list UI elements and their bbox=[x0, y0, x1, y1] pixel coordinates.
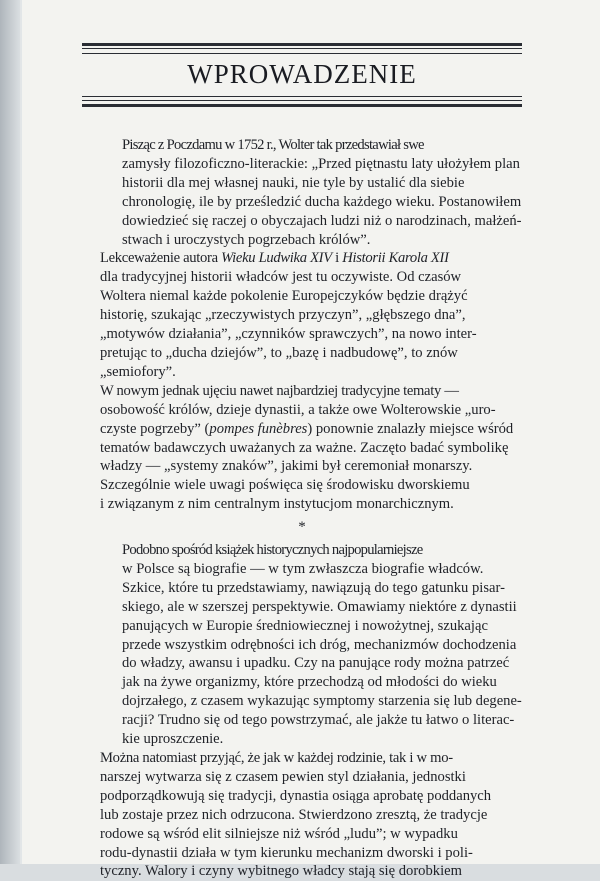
heading-rule-top-thin-1 bbox=[82, 48, 522, 49]
heading-rule-top-thin-2 bbox=[82, 53, 522, 54]
italic-title: Historii Karola XII bbox=[342, 250, 449, 267]
text-line: w Polsce są biografie — w tym zwłaszcza biografie władców. bbox=[122, 560, 484, 577]
text-line: Woltera niemal każde pokolenie Europejczyków będzie drążyć bbox=[100, 288, 468, 305]
paragraph bbox=[82, 541, 522, 749]
paragraph bbox=[82, 249, 522, 381]
text-section-after-separator bbox=[82, 541, 522, 881]
text-line: lub zostaje przez nich odrzucona. Stwierdzono zresztą, że tradycje bbox=[100, 806, 488, 823]
paragraph bbox=[82, 136, 522, 249]
heading-rule-bottom-thin-2 bbox=[82, 100, 522, 101]
text-line: podporządkowują się tradycji, dynastia osiąga aprobatę poddanych bbox=[100, 787, 492, 804]
text-line: narszej wytwarza się z czasem pewien styl działania, jednostki bbox=[100, 768, 466, 785]
heading-rule-bottom-thin-1 bbox=[82, 96, 522, 97]
heading-rule-top-thick bbox=[82, 43, 522, 46]
text-line: zamysły filozoficzno-literackie: „Przed piętnastu laty ułożyłem plan bbox=[122, 155, 520, 172]
text-line: władzy — „systemy znaków”, jakimi był ceremoniał monarszy. bbox=[100, 458, 473, 475]
text-line: chronologię, ile by prześledzić ducha każdego wieku. Postanowiłem bbox=[122, 193, 522, 210]
text-line: tematów badawczych uważanych za ważne. Zaczęto badać symbolikę bbox=[100, 439, 509, 456]
text-line: W nowym jednak ujęciu nawet najbardziej tradycyjne tematy — bbox=[100, 382, 459, 399]
paragraph bbox=[82, 382, 522, 514]
text-line: rodu-dynastii działa w tym kierunku mechanizm dworski i poli- bbox=[100, 844, 473, 861]
text-line: tyczny. Walory i czyny wybitnego władcy stają się dorobkiem bbox=[100, 863, 462, 880]
heading-rule-bottom-thick bbox=[82, 104, 522, 107]
text-line: „motywów działania”, „czynników sprawczych”, na nowo inter- bbox=[100, 326, 477, 343]
text-line: osobowość królów, dzieje dynastii, a także owe Wolterowskie „uro- bbox=[100, 401, 496, 418]
paragraph bbox=[82, 749, 522, 881]
text-line: dowiedzieć się raczej o obyczajach ludzi niż o narodzinach, małżeń- bbox=[122, 212, 522, 229]
text-line: Podobno spośród książek historycznych najpopularniejsze bbox=[122, 542, 423, 559]
text-line: kie uproszczenie. bbox=[122, 731, 224, 748]
text-line: dojrzałego, z czasem wykazując symptomy starzenia się lub degene- bbox=[122, 693, 522, 710]
body-text bbox=[82, 136, 522, 881]
italic-title: pompes funèbres bbox=[209, 420, 308, 437]
text-line: skiego, ale w szerszej perspektywie. Omawiamy niektóre z dynastii bbox=[122, 598, 517, 615]
text-line: do władzy, awansu i upadku. Czy na panujące rody można patrzeć bbox=[122, 655, 510, 672]
text-line: rodowe są wśród elit silniejsze niż wśród „ludu”; w wypadku bbox=[100, 825, 458, 842]
text-line: historii dla mej własnej nauki, nie tyle by ustalić dla siebie bbox=[122, 174, 465, 191]
text-line: racji? Trudno się od tego powstrzymać, ale jakże tu łatwo o literac- bbox=[122, 712, 515, 729]
text-line: historię, szukając „rzeczywistych przyczyn”, „głębszego dna”, bbox=[100, 307, 466, 324]
text-line: stwach i uroczystych pogrzebach królów”. bbox=[122, 231, 371, 248]
text-line: panujących w Europie średniowiecznej i nowożytnej, szukając bbox=[122, 617, 488, 634]
text-line: i związanym z nim centralnym instytucjom monarchicznym. bbox=[100, 496, 454, 513]
chapter-heading: WPROWADZENIE bbox=[187, 59, 417, 89]
text-line: Szkice, które tu przedstawiamy, nawiązują do tego gatunku pisar- bbox=[122, 579, 505, 596]
text-section-before-separator bbox=[82, 136, 522, 514]
section-separator: * bbox=[298, 519, 306, 536]
text-line: Lekceważenie autora Wieku Ludwika XIV i Historii Karola XII bbox=[100, 250, 449, 267]
text-line: pretując to „ducha dziejów”, to „bazę i nadbudowę”, to znów bbox=[100, 344, 458, 361]
italic-title: Wieku Ludwika XIV bbox=[221, 250, 332, 267]
text-line: Można natomiast przyjąć, że jak w każdej rodzinie, tak i w mo- bbox=[100, 750, 453, 766]
text-line: czyste pogrzeby” (pompes funèbres) ponownie znalazły miejsce wśród bbox=[100, 420, 514, 437]
text-line: „semiofory”. bbox=[100, 363, 176, 380]
text-line: dla tradycyjnej historii władców jest tu oczywiste. Od czasów bbox=[100, 269, 462, 286]
text-line: przede wszystkim odrębności ich dróg, mechanizmów dochodzenia bbox=[122, 636, 517, 653]
text-line: Szczególnie wiele uwagi poświęca się środowisku dworskiemu bbox=[100, 477, 470, 494]
text-line: jak na żywe organizmy, które przechodzą od młodości do wieku bbox=[122, 674, 497, 691]
text-line: Pisząc z Poczdamu w 1752 r., Wolter tak przedstawiał swe bbox=[122, 137, 424, 153]
binding-shadow bbox=[0, 0, 20, 864]
